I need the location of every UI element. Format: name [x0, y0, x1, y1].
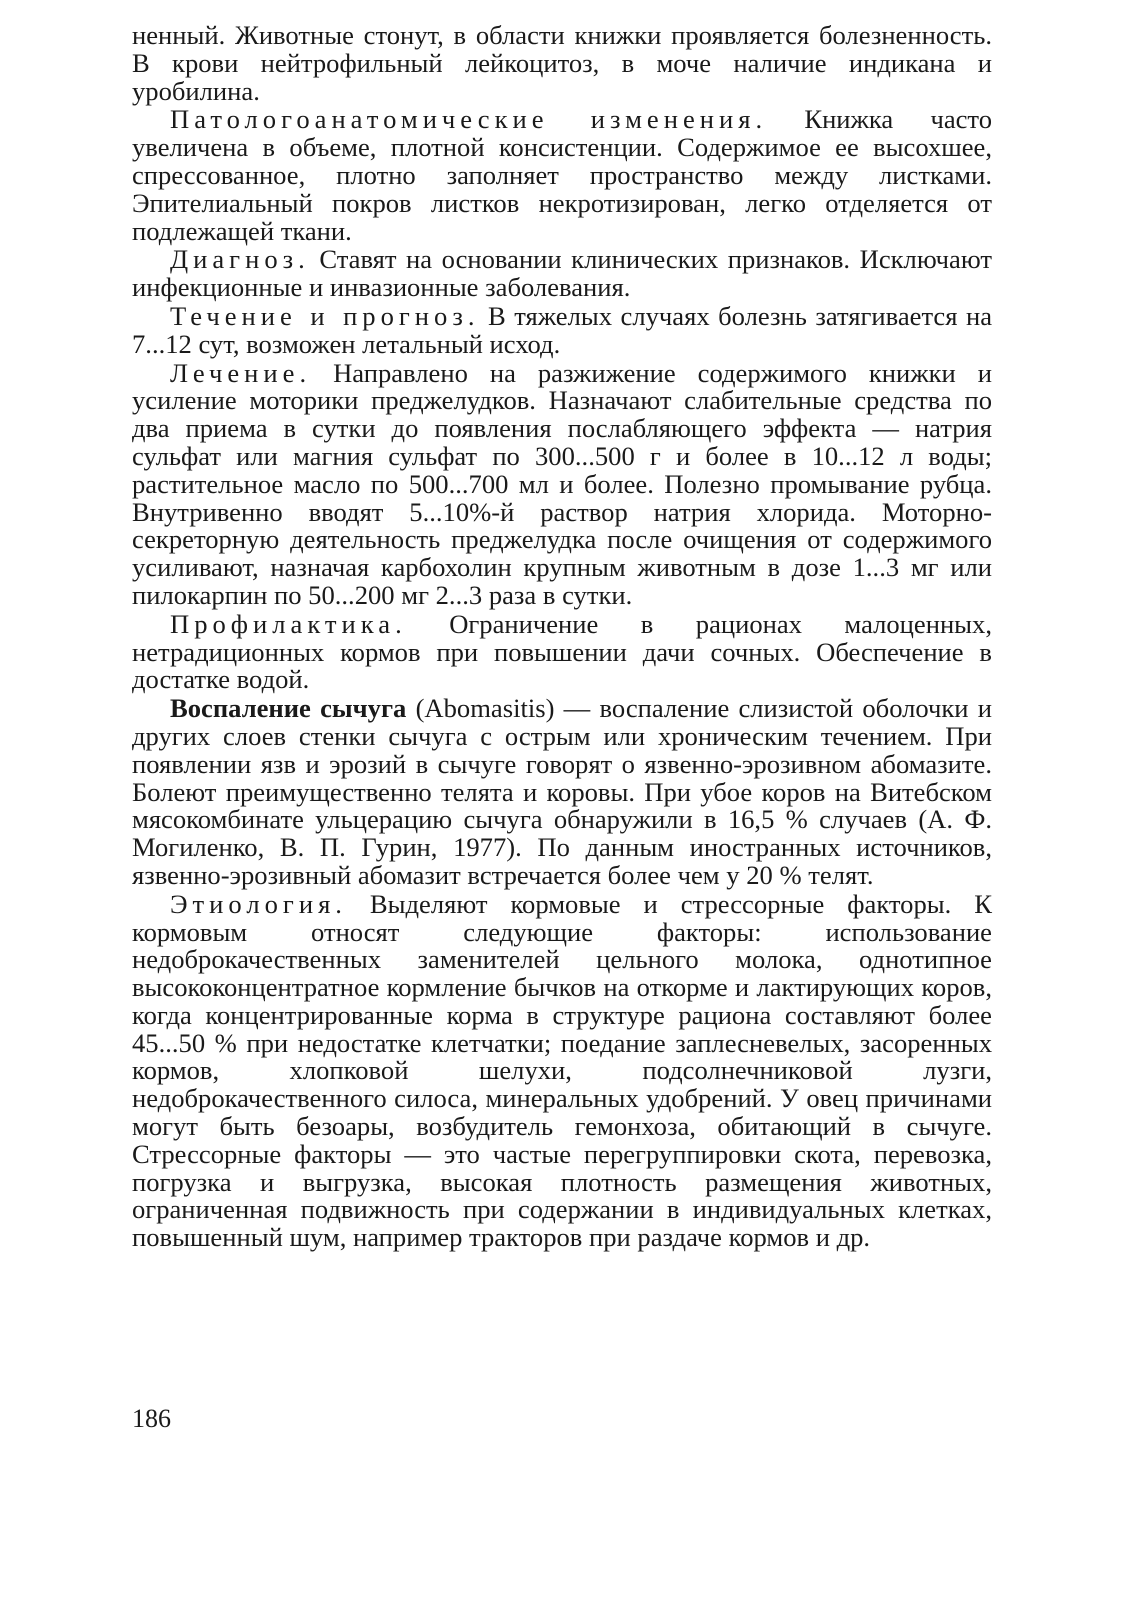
paragraph-text: Направлено на разжижение содержимого книжки и усиление моторики преджелудков. Назначают слабительные средства по два приема в сутки до появления послабляющего эффекта — натрия сульфат или магния сульфат по 300...500 г и более в 10...12 л воды; растительное масло по 500...700 мл и более. Полезно промывание рубца. Внутривенно вводят 5...10%-й раствор натрия хлорида. Моторно-секреторную деятельность преджелудка после очищения от содержимого усиливают, назначая карбохолин крупным животным в дозе 1...3 мг или пилокарпин по 50...200 мг 2...3 раза в сутки. [132, 357, 992, 610]
paragraph-diagnosis [132, 246, 992, 302]
page-number: 186 [132, 1404, 171, 1433]
paragraph-continuation [132, 22, 992, 105]
section-heading: Лечение. [170, 357, 312, 388]
section-heading: Профилактика. [170, 608, 407, 639]
paragraph-pathology [132, 106, 992, 245]
paragraph-course-prognosis [132, 300, 992, 359]
paragraph-text: В тяжелых случаях болезнь затягивается на 7...12 сут, возможен летальный исход. [132, 300, 992, 359]
section-heading: Диагноз. [170, 244, 310, 275]
paragraph-treatment [132, 357, 992, 610]
paragraph-text: Выделяют кормовые и стрессорные факторы. К кормовым относят следующие факторы: использование недоброкачественных заменителей цельного молока, однотипное высококонцентратное кормление бычков на откорме и лактирующих коров, когда концентрированные корма в структуре рациона составляют более 45...50 % при недостатке клетчатки; поедание заплесневелых, засоренных кормов, хлопковой шелухи, подсолнечниковой лузги, недоброкачественного силоса, минеральных удобрений. У овец причинами могут быть безоары, возбудитель гемонхоза, обитающий в сычуге. Стрессорные факторы — это частые перегруппировки скота, перевозка, погрузка и выгрузка, высокая плотность размещения животных, ограниченная подвижность при содержании в индивидуальных клетках, повышенный шум, например тракторов при раздаче кормов и др. [132, 888, 992, 1253]
paragraph-abomasitis [132, 695, 992, 890]
section-heading: Этиология. [170, 888, 347, 919]
paragraph-text: ненный. Животные стонут, в области книжки проявляется болезненность. В крови нейтрофильный лейкоцитоз, в моче наличие индикана и уробилина. [132, 20, 992, 106]
paragraph-prevention [132, 608, 992, 695]
section-heading: Течение и прогноз. [170, 300, 480, 331]
paragraph-text: (Abomasitis) — воспаление слизистой оболочки и других слоев стенки сычуга с острым или хроническим течением. При появлении язв и эрозий в сычуге говорят о язвенно-эрозивном абомазите. Болеют преимущественно телята и коровы. При убое коров на Витебском мясокомбинате ульцерацию сычуга обнаружили в 16,5 % случаев (А. Ф. Могиленко, В. П. Гурин, 1977). По данным иностранных источников, язвенно-эрозивный абомазит встречается более чем у 20 % телят. [132, 693, 993, 890]
paragraph-text: Ставят на основании клинических признаков. Исключают инфекционные и инвазионные заболевания. [132, 244, 992, 303]
paragraph-text: Ограничение в рационах малоценных, нетрадиционных кормов при повышении дачи сочных. Обеспечение в достатке водой. [132, 608, 992, 695]
paragraph-text: Книжка часто увеличена в объеме, плотной консистенции. Содержимое ее высохшее, спрессованное, плотно заполняет пространство между листками. Эпителиальный покров листков некротизирован, легко отделяется от подлежащей ткани. [132, 104, 992, 246]
paragraph-etiology [132, 888, 992, 1253]
section-heading: Патологоанатомические изменения. [170, 104, 768, 135]
document-page [132, 22, 992, 1253]
article-title: Воспаление сычуга [170, 693, 407, 724]
